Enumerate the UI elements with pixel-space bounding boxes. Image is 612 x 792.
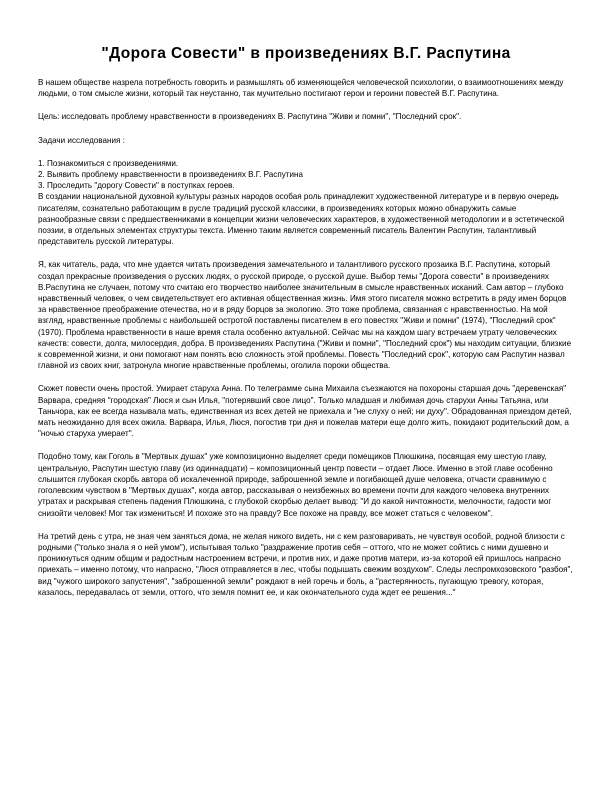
task-item: 1. Познакомиться с произведениями. [38, 158, 179, 168]
body-paragraph: Сюжет повести очень простой. Умирает старуха Анна. По телеграмме сына Михаила съезжаются на похороны старшая дочь "деревенская" Варвара, средняя "городская" Люся и сын Илья, "потерявший свое лицо". Только младшая и любимая дочь старухи Анны Татьяна, или Таньчора, как ее всегда называла мать, единственная из всех детей не приехала и "не слуху о ней; ни духу". Обрадованная приездом детей, мать неожиданно для всех ожила. Варвара, Илья, Люся, погостив три дня и пожелав матери еще долго жить, покидают родительский дом, а "ночью старуха умерает". [38, 384, 572, 439]
tasks-heading: Задачи исследования : [38, 135, 125, 145]
body-paragraph: В создании национальной духовной культуры разных народов особая роль принадлежит художественной литературе и в первую очередь писателям, сознательно работающим в русле традиций русской классики, в произведениях которых можно обнаружить самые разнообразные связи с предшественниками в концепции жизни человеческих характеров, в художественной методологии и в эстетической поэзии, в отдельных элементах структуры текста. Именно таким является современный писатель Валентин Распутин, талантливый представитель русской литературы. [38, 192, 565, 247]
body-paragraph: Я, как читатель, рада, что мне удается читать произведения замечательного и талантливого русского прозаика В.Г. Распутина, который создал прекрасные произведения о русских людях, о русской природе, о русской душе. Выбор темы "Дорога совести" в произведениях В.Распутина не случаен, потому что считаю его творчество наиболее значительным в смысле нравственных исканий. Сам автор – глубоко нравственный человек, о чем свидетельствует его активная общественная жизнь. Имя этого писателя можно встретить в ряду имен борцов за нравственное преображение отечества, но и в ряду борцов за экологию. Это тоже проблема, связанная с нравственностью. На мой взгляд, нравственные проблемы с наибольшей остротой поставлены писателем в его повестях "Живи и помни" (1974), "Последний срок" (1970). Проблема нравственности в наше время стала особенно актуальной. Сейчас мы на каждом шагу встречаем утрату человеческих качеств: совести, долга, милосердия, добра. В произведениях Распутина ("Живи и помни", "Последний срок") мы находим ситуации, близкие к современной жизни, и они помогают нам понять всю сложность этой проблемы. Повесть "Последний срок", которую сам Распутин назвал главной из своих книг, затронула многие нравственные проблемы, оголила пороки общества. [38, 260, 572, 371]
body-paragraph: Подобно тому, как Гоголь в "Мертвых душах" уже композиционно выделяет среди помещиков Плюшкина, посвящая ему шестую главу, центральную, Распутин шестую главу (из одиннадцати) – композиционный центр повести – отдает Люсе. Именно в этой главе особенно слышится глубокая скорбь автора об искалеченной природе, заброшенной земле и погибающей душе человека, отчасти сравнимую с гоголевским чувством в "Мертвых душах", когда автор, рассказывая о неизбежных во времени почти для каждого человека внутренних утратах и раскрывая степень падения Плюшкина, с глубокой скорбью делает вывод: "И до какой ничтожности, мелочности, гадости мог снизойти человек! Мог так измениться! И похоже это на правду? Все похоже на правду, все может статься с человеком". [38, 452, 553, 518]
task-item: 2. Выявить проблему нравственности в произведениях В.Г. Распутина [38, 170, 303, 180]
task-item: 3. Проследить "дорогу Совести" в поступках героев. [38, 181, 235, 191]
document-title: "Дорога Совести" в произведениях В.Г. Распутина [101, 45, 511, 62]
tasks-list [38, 158, 574, 192]
body-paragraph: На третий день с утра, не зная чем заняться дома, не желая никого видеть, ни с кем разговаривать, не чувствуя особой, родной близости с родными ("только знала я о ней умом"), испытывая только "раздражение против себя – оттого, что не может сойтись с ними душевно и проникнуться одним общим и радостным настроением встречи, и против них, и даже против матери, из-за которой ей пришлось напрасно приехать – именно потому, что напрасно, "Люся отправляется в лес, чтобы подышать свежим воздухом". Следы леспромхозовского "разбоя", вид "чужого широкого запустения", "заброшенной земли" рождают в ней горечь и боль, а "растерянность, пугающую тревогу, которая, казалось, передавалась от земли, оттого, что земля помнит ее, и как окончательного суда ждет ее решения..." [38, 531, 573, 597]
goal-paragraph: Цель: исследовать проблему нравственности в произведениях В. Распутина "Живи и помни", "Последний срок". [38, 112, 462, 122]
intro-paragraph: В нашем обществе назрела потребность говорить и размышлять об изменяющейся человеческой психологии, о взаимоотношениях между людьми, о том смысле жизни, который так неустанно, так мучительно постигают герои и героини повестей В.Г. Распутина. [38, 78, 564, 99]
